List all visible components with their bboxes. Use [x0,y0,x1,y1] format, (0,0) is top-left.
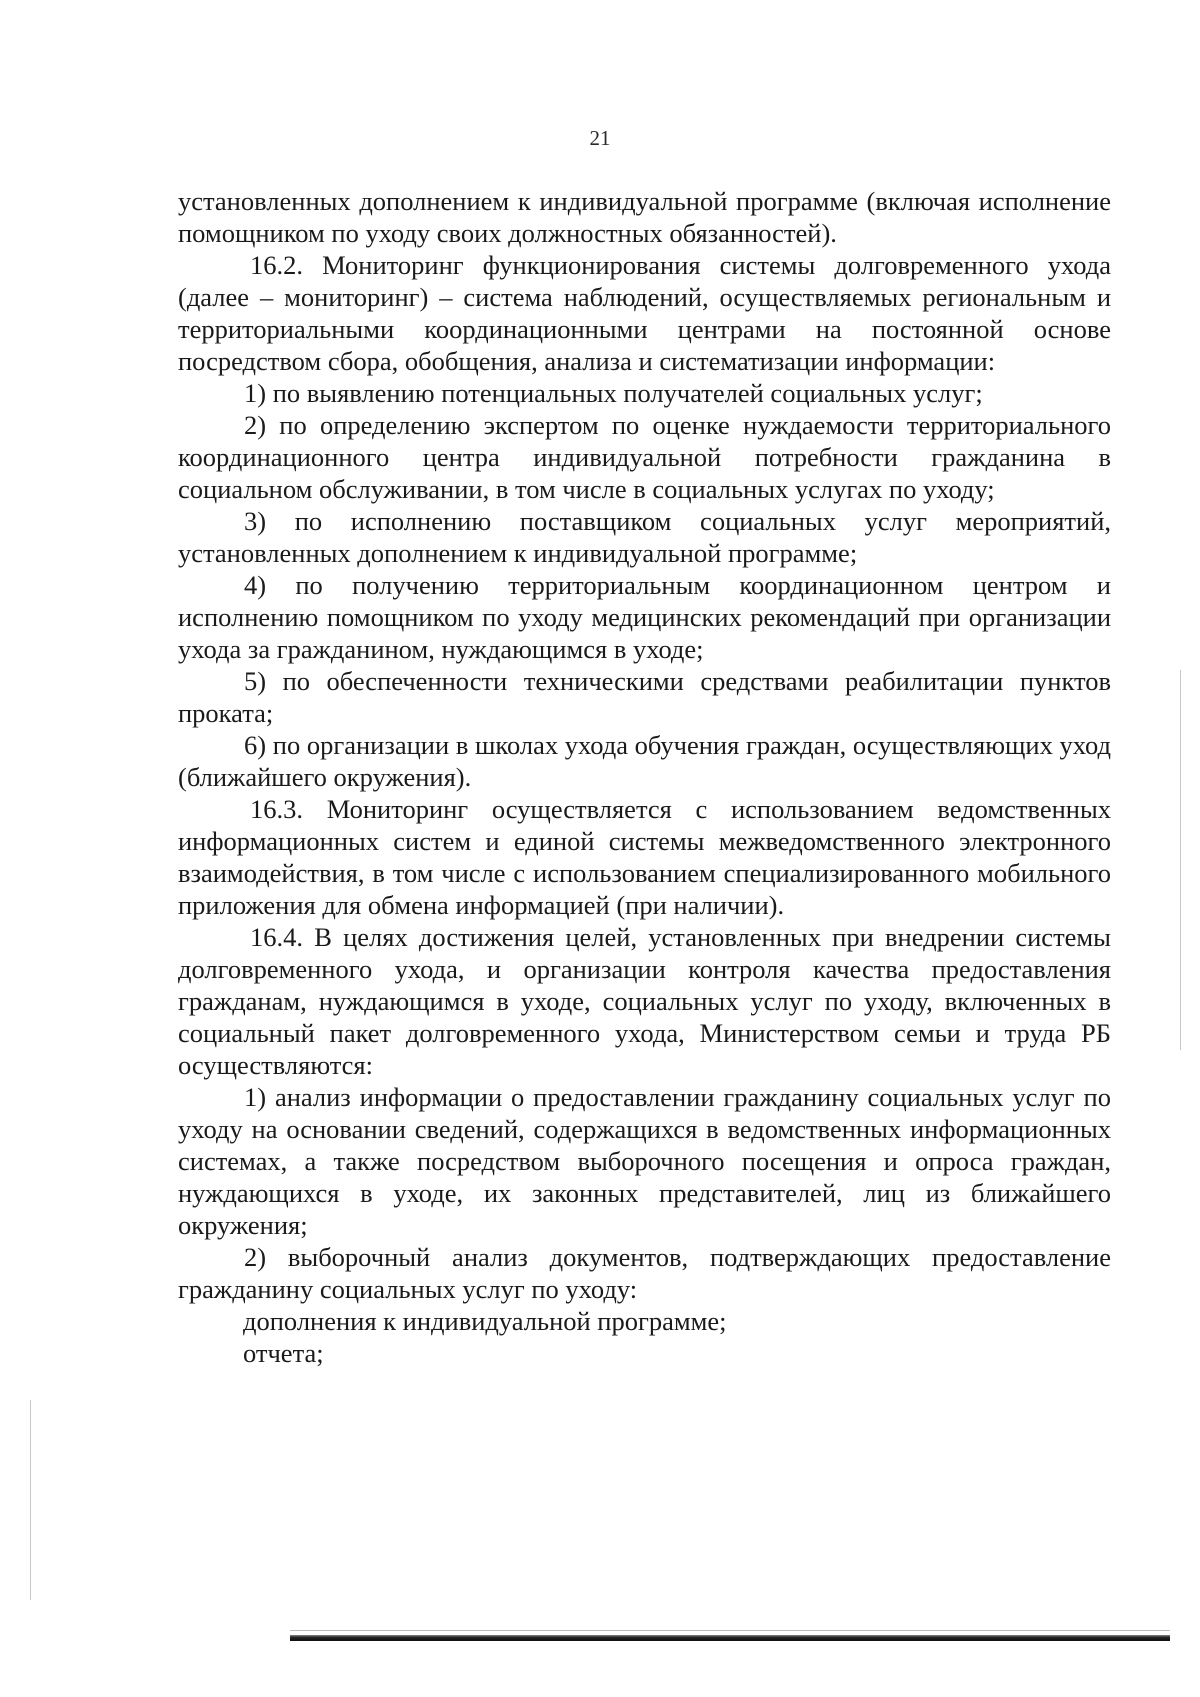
paragraph-continuation: установленных дополнением к индивидуальной программе (включая исполнение помощником по уходу своих должностных обязанностей). [178,186,1111,248]
scan-edge-line [290,1630,1170,1631]
list-item-6: 6) по организации в школах ухода обучения граждан, осуществляющих уход (ближайшего окружения). [178,730,1111,792]
scan-margin-mark-left [30,1400,31,1600]
list-item-4: 4) по получению территориальным координационном центром и исполнению помощником по уходу медицинских рекомендаций при организации ухода за гражданином, нуждающимся в уходе; [178,570,1111,664]
paragraph-16-3: 16.3. Мониторинг осуществляется с использованием ведомственных информационных систем и единой системы межведомственного электронного взаимодействия, в том числе с использованием специализированного мобильного приложения для обмена информацией (при наличии). [178,794,1111,920]
sublist-item-1: 1) анализ информации о предоставлении гражданину социальных услуг по уходу на основании сведений, содержащихся в ведомственных информационных системах, а также посредством выборочного посещения и опроса граждан, нуждающихся в уходе, их законных представителей, лиц из ближайшего окружения; [178,1082,1111,1240]
list-item-5: 5) по обеспеченности техническими средствами реабилитации пунктов проката; [178,666,1111,728]
scan-margin-mark-right [1180,670,1181,1050]
page-number: 21 [589,126,611,150]
sublist-item-2: 2) выборочный анализ документов, подтверждающих предоставление гражданину социальных услуг по уходу: [178,1242,1111,1304]
list-item-3: 3) по исполнению поставщиком социальных услуг мероприятий, установленных дополнением к индивидуальной программе; [178,506,1111,568]
list-item-1: 1) по выявлению потенциальных получателей социальных услуг; [244,378,983,408]
paragraph-16-2: 16.2. Мониторинг функционирования системы долговременного ухода (далее – мониторинг) – система наблюдений, осуществляемых региональным и территориальными координационными центрами на постоянной основе посредством сбора, обобщения, анализа и систематизации информации: [178,250,1111,376]
scan-bottom-border [290,1635,1170,1641]
paragraph-16-4: 16.4. В целях достижения целей, установленных при внедрении системы долговременного ухода, и организации контроля качества предоставления гражданам, нуждающимся в уходе, социальных услуг по уходу, включенных в социальный пакет долговременного ухода, Министерством семьи и труда РБ осуществляются: [178,922,1111,1080]
document-body [178,185,1111,1369]
document-item-report: отчета; [243,1338,324,1368]
document-item-supplement: дополнения к индивидуальной программе; [243,1306,727,1336]
list-item-2: 2) по определению экспертом по оценке нуждаемости территориального координационного центра индивидуальной потребности гражданина в социальном обслуживании, в том числе в социальных услугах по уходу; [178,410,1111,504]
